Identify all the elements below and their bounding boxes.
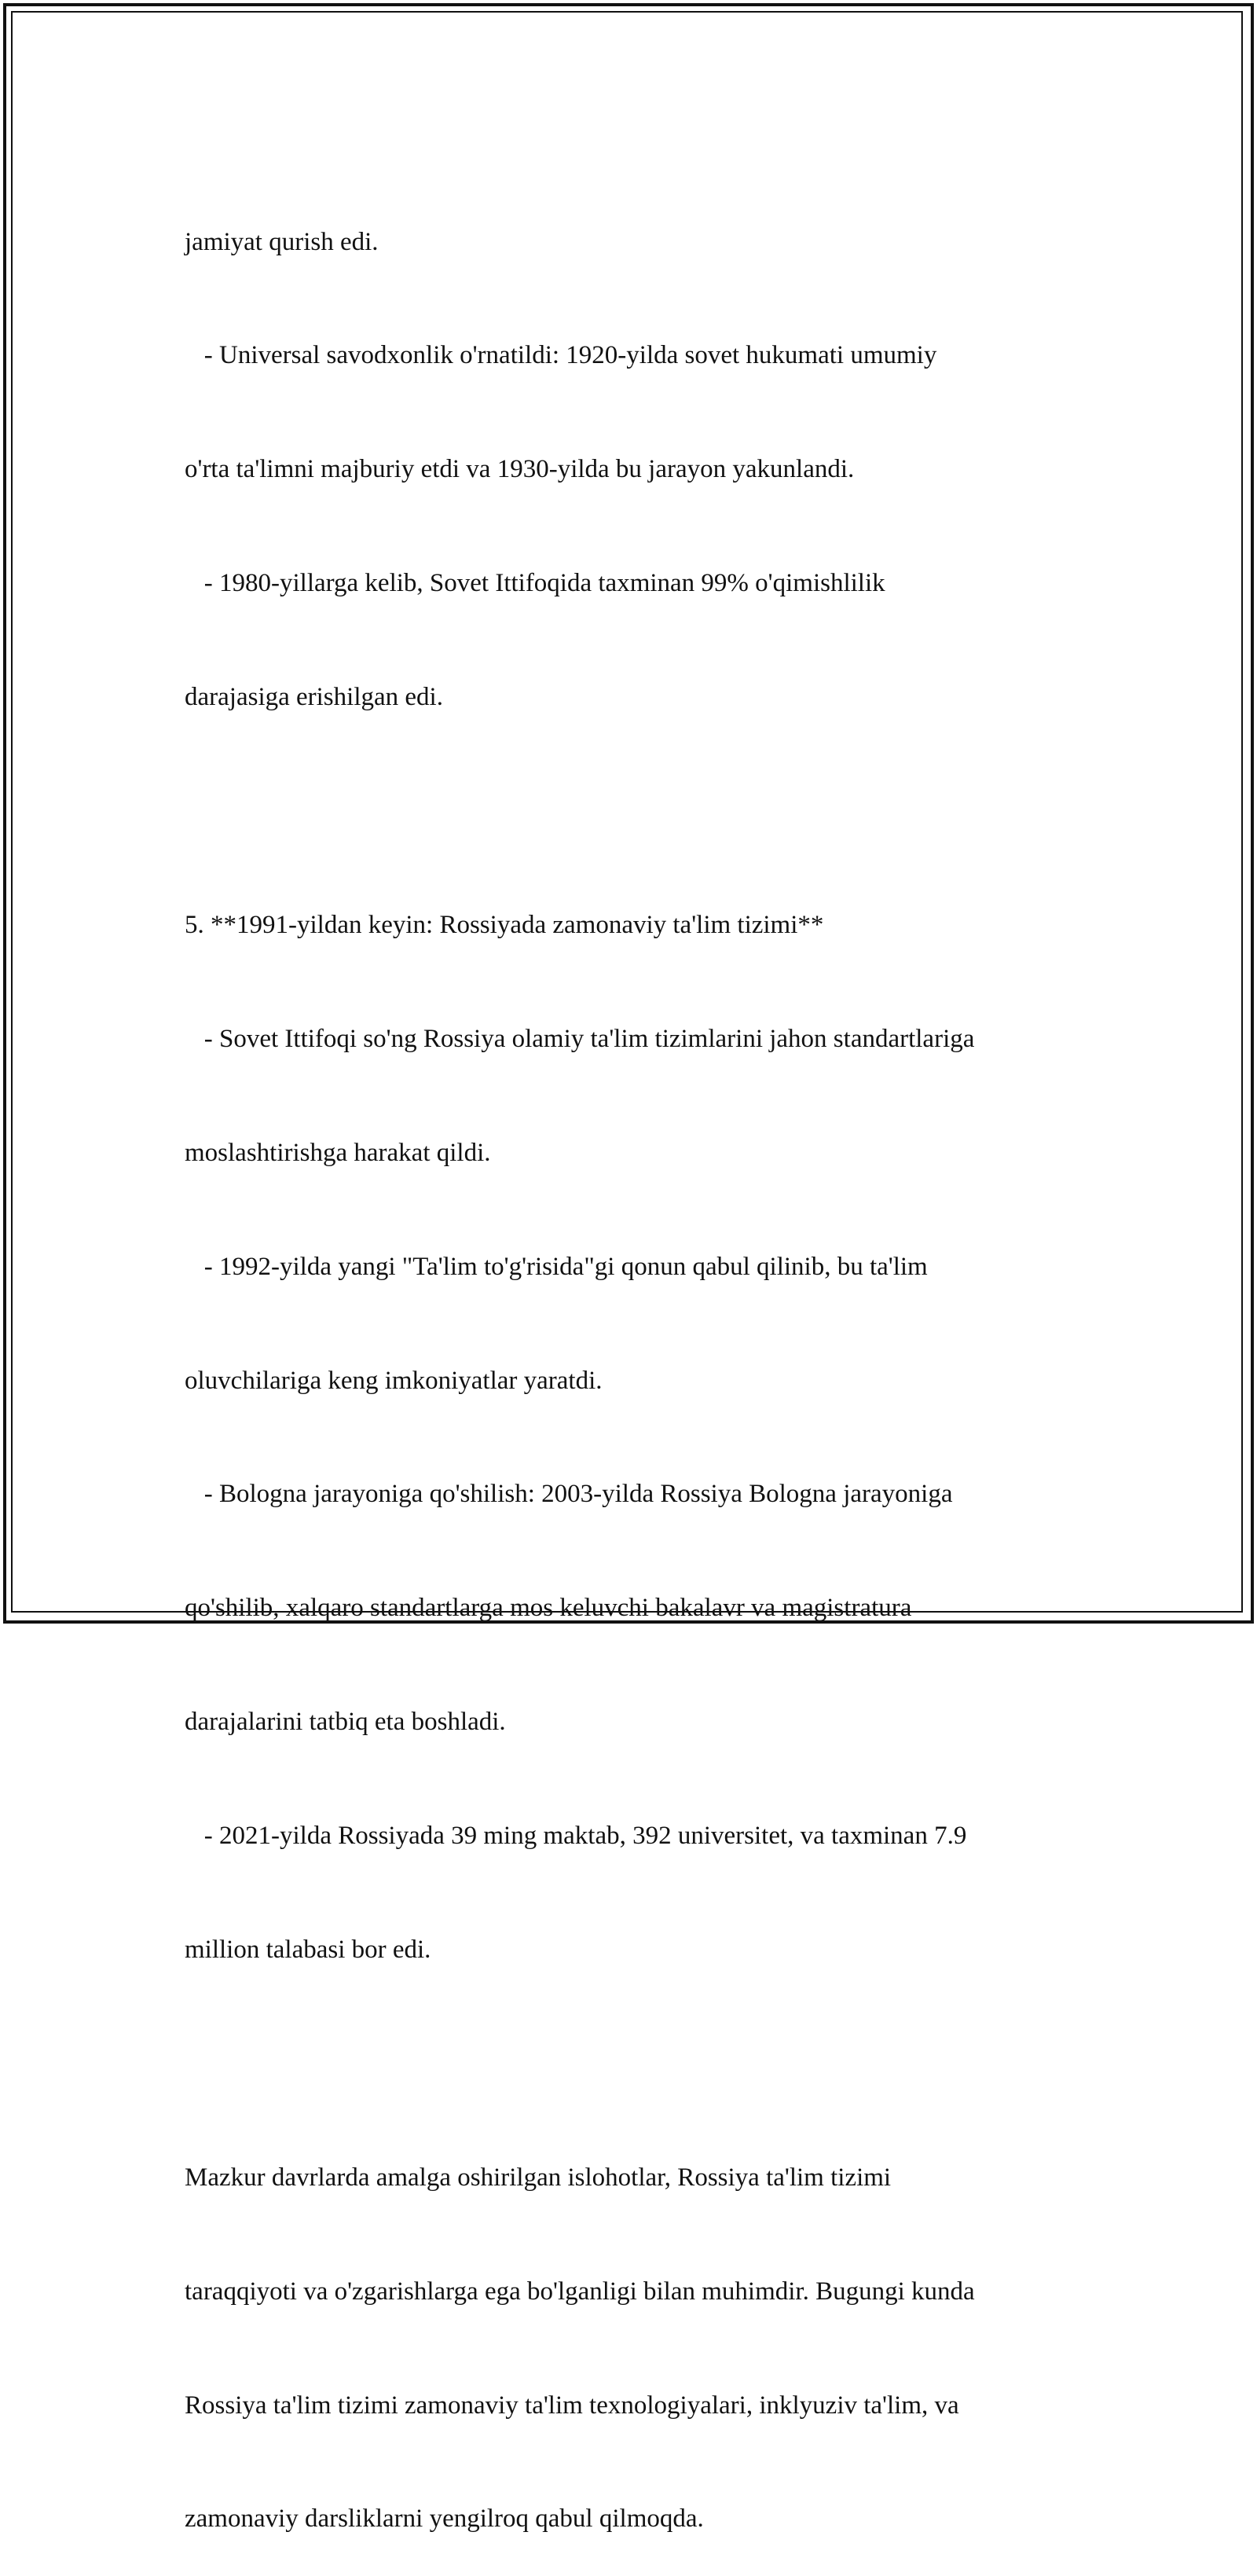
text-line: oluvchilariga keng imkoniyatlar yaratdi. <box>185 1366 603 1395</box>
text-line: moslashtirishga harakat qildi. <box>185 1138 491 1167</box>
section-heading: 5. **1991-yildan keyin: Rossiyada zamonaviy ta'lim tizimi** <box>185 910 824 939</box>
text-line: Rossiya ta'lim tizimi zamonaviy ta'lim texnologiyalari, inklyuziv ta'lim, va <box>185 2391 959 2420</box>
text-line: Mazkur davrlarda amalga oshirilgan islohotlar, Rossiya ta'lim tizimi <box>185 2163 892 2192</box>
text-line: - Sovet Ittifoqi so'ng Rossiya olamiy ta'lim tizimlarini jahon standartlariga <box>185 1024 975 1053</box>
text-line: - 2021-yilda Rossiyada 39 ming maktab, 392 universitet, va taxminan 7.9 <box>185 1822 967 1851</box>
text-line: million talabasi bor edi. <box>185 1935 431 1964</box>
text-line: darajalarini tatbiq eta boshladi. <box>185 1708 506 1737</box>
paragraph-gap <box>185 2045 1080 2082</box>
text-line: taraqqiyoti va o'zgarishlarga ega bo'lganligi bilan muhimdir. Bugungi kunda <box>185 2277 975 2306</box>
document-body <box>185 147 1080 2576</box>
text-line: jamiyat qurish edi. <box>185 227 379 256</box>
text-line: darajasiga erishilgan edi. <box>185 683 443 712</box>
text-line: qo'shilib, xalqaro standartlarga mos keluvchi bakalavr va magistratura <box>185 1594 912 1623</box>
text-line: - Universal savodxonlik o'rnatildi: 1920-yilda sovet hukumati umumiy <box>185 341 937 370</box>
text-line: - 1992-yilda yangi "Ta'lim to'g'risida"gi qonun qabul qilinib, bu ta'lim <box>185 1252 928 1281</box>
text-line: - Bologna jarayoniga qo'shilish: 2003-yilda Rossiya Bologna jarayoniga <box>185 1480 953 1509</box>
text-line: - 1980-yillarga kelib, Sovet Ittifoqida taxminan 99% o'qimishlilik <box>185 569 885 598</box>
text-line: zamonaviy darsliklarni yengilroq qabul qilmoqda. <box>185 2504 704 2534</box>
text-line: o'rta ta'limni majburiy etdi va 1930-yilda bu jarayon yakunlandi. <box>185 455 855 484</box>
paragraph-gap <box>185 792 1080 830</box>
